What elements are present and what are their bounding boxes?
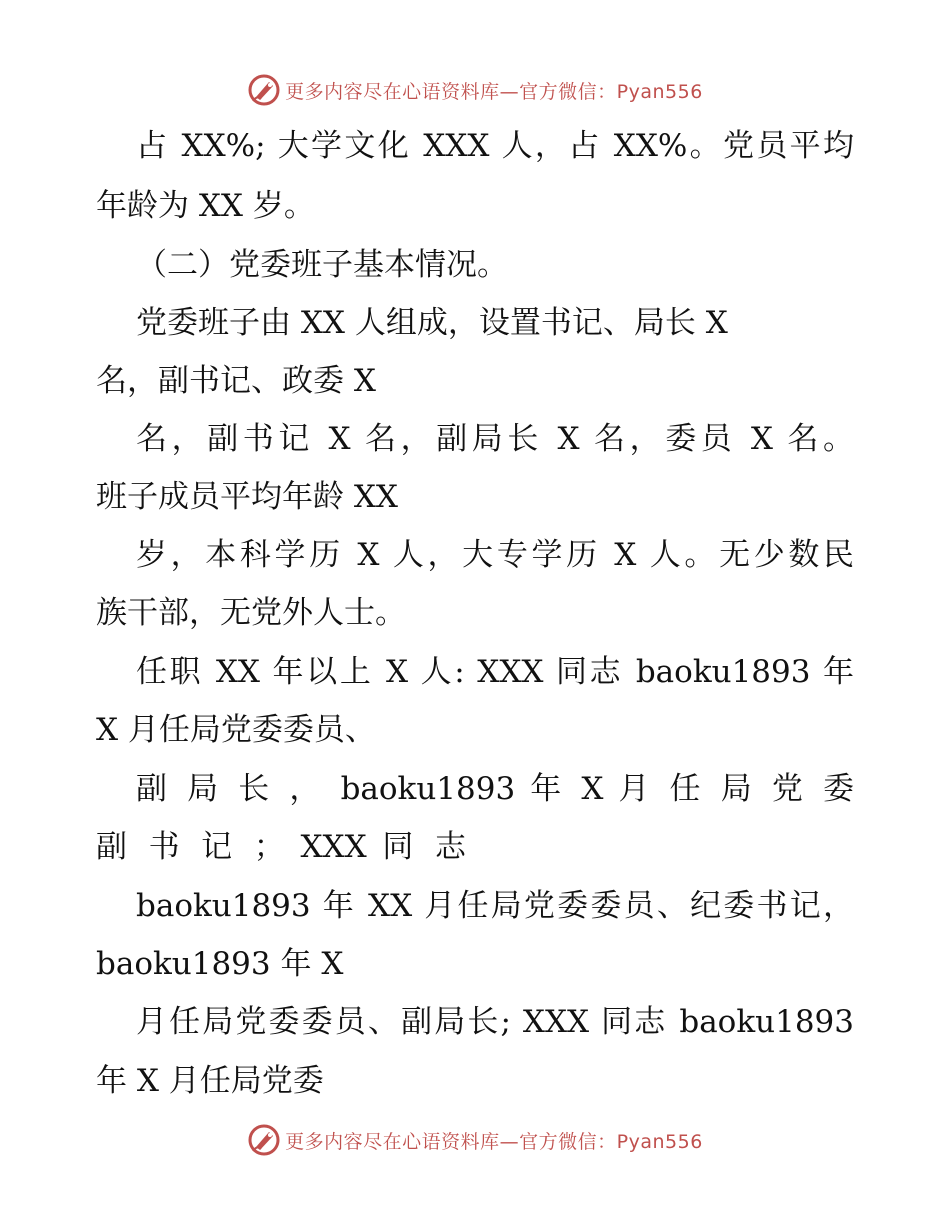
text-line: 副 局 长 ， baoku1893 年 X 月 任 局 党 委 [136,771,854,807]
text-line: 名，副书记、政委 X [96,363,376,399]
text-line: 副 书 记 ； XXX 同 志 [96,829,466,865]
watermark-handle: Pyan556 [616,1130,703,1153]
text-line: 族干部，无党外人士。 [96,595,406,631]
text-line: 占 XX%; 大学文化 XXX 人，占 XX%。党员平均 [136,128,854,164]
watermark-text: 更多内容尽在心语资料库—官方微信： [285,1130,617,1153]
text-line: 岁，本科学历 X 人，大专学历 X 人。无少数民 [136,537,854,573]
text-line: baoku1893 年 XX 月任局党委委员、纪委书记， [136,888,854,924]
text-line: 月任局党委委员、副局长; XXX 同志 baoku1893 [136,1004,854,1040]
text-line: 党委班子由 XX 人组成，设置书记、局长 X [136,305,728,341]
section-heading: （二）党委班子基本情况。 [136,247,508,283]
text-line: 班子成员平均年龄 XX [96,479,398,515]
watermark-handle: Pyan556 [616,80,703,103]
watermark-text: 更多内容尽在心语资料库—官方微信： [285,80,617,103]
text-line: 任职 XX 年以上 X 人: XXX 同志 baoku1893 年 [136,654,854,690]
footer-watermark [0,1120,950,1160]
text-line: 年 X 月任局党委 [96,1063,324,1099]
text-line: baoku1893 年 X [96,946,344,982]
text-line: X 月任局党委委员、 [96,712,376,748]
text-line: 年龄为 XX 岁。 [96,188,315,224]
text-line: 名，副书记 X 名，副局长 X 名，委员 X 名。 [136,421,854,457]
pen-logo-icon [247,1123,281,1157]
